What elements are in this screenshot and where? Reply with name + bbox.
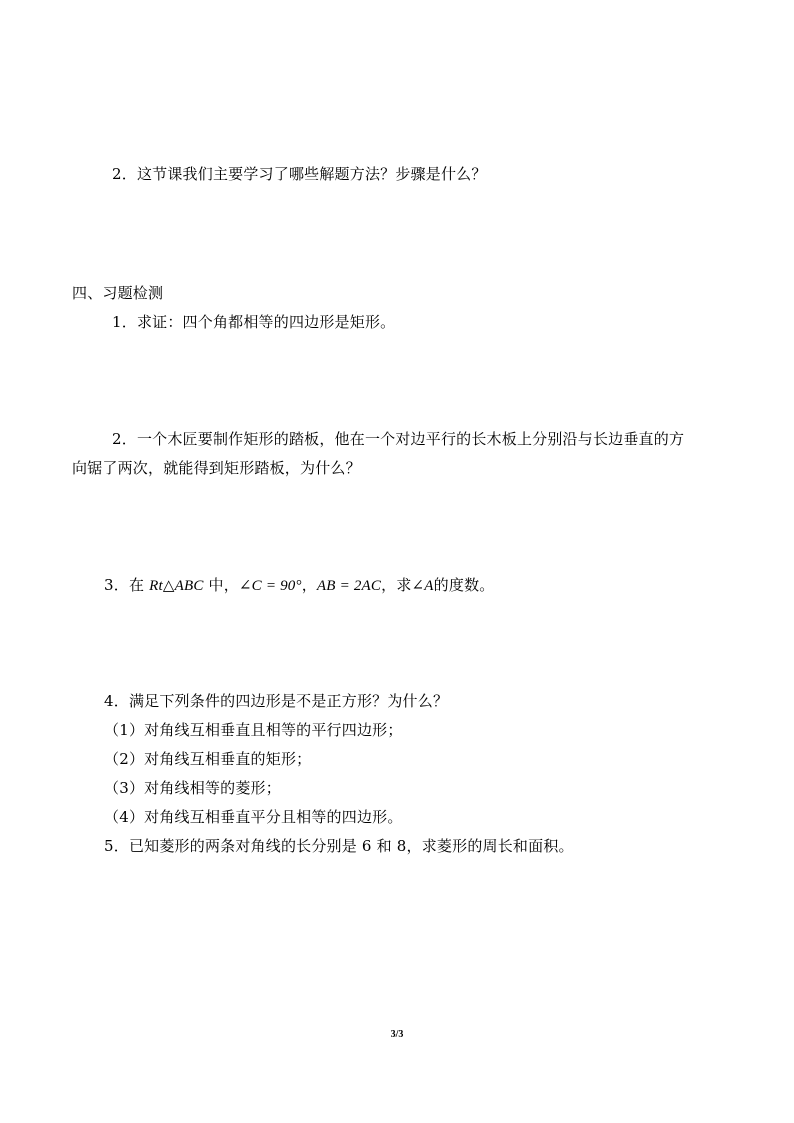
exercise-question-3 xyxy=(104,575,494,596)
exercise-question-1: 1．求证：四个角都相等的四边形是矩形。 xyxy=(112,313,396,331)
exercise-question-2-line-2: 向锯了两次，就能得到矩形踏板，为什么？ xyxy=(72,459,361,477)
q3-ask: ，求 xyxy=(381,576,412,594)
section-heading: 四、习题检测 xyxy=(72,284,164,302)
review-question-2: 2．这节课我们主要学习了哪些解题方法？步骤是什么？ xyxy=(112,165,487,183)
q3-prefix: 3．在 xyxy=(104,576,150,594)
q3-mid: 中， xyxy=(203,576,239,594)
exercise-question-5: 5．已知菱形的两条对角线的长分别是 6 和 8，求菱形的周长和面积。 xyxy=(104,837,574,855)
q3-angle-a: ∠A xyxy=(411,578,434,594)
q4-item-4: （4）对角线互相垂直平分且相等的四边形。 xyxy=(104,808,403,826)
exercise-question-2-line-1: 2．一个木匠要制作矩形的踏板，他在一个对边平行的长木板上分别沿与长边垂直的方 xyxy=(112,430,685,448)
q3-angle-c: ∠C = 90° xyxy=(238,578,302,594)
q3-suffix: 的度数。 xyxy=(433,576,495,594)
q3-separator: ， xyxy=(301,576,317,594)
q4-item-3: （3）对角线相等的菱形； xyxy=(104,779,281,797)
q4-item-1: （1）对角线互相垂直且相等的平行四边形； xyxy=(104,721,403,739)
q3-rt: Rt xyxy=(149,578,163,594)
q3-ab-equation: AB = 2AC xyxy=(316,578,382,594)
q4-item-2: （2）对角线互相垂直的矩形； xyxy=(104,750,312,768)
page-number: 3/3 xyxy=(390,1029,404,1040)
q3-triangle-abc: △ABC xyxy=(162,578,204,594)
exercise-question-4-stem: 4．满足下列条件的四边形是不是正方形？为什么？ xyxy=(104,692,449,710)
